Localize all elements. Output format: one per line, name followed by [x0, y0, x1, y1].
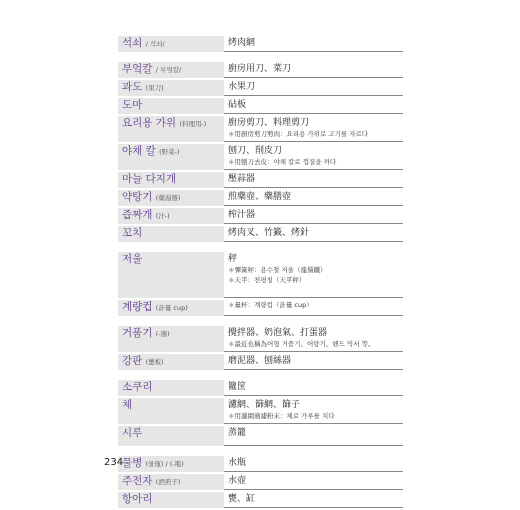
- entry-row: [118, 208, 403, 224]
- hanja-gloss: (酒煎子): [155, 478, 181, 486]
- entry-row: [118, 426, 403, 446]
- korean-term-cell: [118, 492, 224, 508]
- entry-row: [118, 354, 403, 370]
- chinese-definition-cell: [224, 456, 403, 472]
- chinese-definition-cell: [224, 300, 403, 316]
- hanja-gloss: (汁-): [155, 212, 170, 220]
- chinese-definition-cell: [224, 62, 403, 78]
- chinese-definition: 刨刀、削皮刀: [228, 146, 283, 156]
- korean-term: 과도: [122, 81, 143, 93]
- chinese-definition-cell: [224, 36, 403, 52]
- chinese-definition: 廚房剪刀、料理剪刀: [228, 118, 310, 128]
- korean-term-cell: [118, 190, 224, 206]
- chinese-definition-cell: [224, 116, 403, 142]
- korean-term: 항아리: [122, 493, 153, 505]
- usage-note: ＊天平：천평칭（天平秤）: [228, 276, 306, 284]
- korean-term: 즙짜개: [122, 209, 153, 221]
- chinese-definition: 秤: [228, 254, 238, 264]
- entry-row: [118, 492, 403, 508]
- korean-term-cell: [118, 144, 224, 170]
- entry-row: [118, 116, 403, 142]
- korean-term: 물병: [122, 457, 143, 469]
- entry-row: [118, 36, 403, 52]
- entry-row: [118, 456, 403, 472]
- korean-term: 거품기: [122, 327, 153, 339]
- korean-term: 요리용 가위: [122, 117, 177, 129]
- korean-term-cell: [118, 208, 224, 224]
- hanja-gloss: (計量 cup): [155, 304, 188, 312]
- entry-row: [118, 172, 403, 188]
- entry-row: [118, 300, 403, 316]
- korean-term-cell: [118, 456, 224, 472]
- chinese-definition-cell: [224, 144, 403, 170]
- entry-row: [118, 252, 403, 298]
- chinese-definition: 甕、缸: [228, 494, 256, 504]
- chinese-definition: 壓蒜器: [228, 174, 256, 184]
- korean-term: 꼬치: [122, 227, 143, 239]
- usage-note: ＊用濾網過濾粉末：체로 가루를 치다: [228, 412, 335, 420]
- korean-term-cell: [118, 226, 224, 242]
- korean-term: 부엌칼: [122, 63, 153, 75]
- korean-term: 주전자: [122, 475, 153, 487]
- chinese-definition: 煎藥壺、藥膳壺: [228, 192, 292, 202]
- chinese-definition: 水壺: [228, 476, 247, 486]
- entry-row: [118, 144, 403, 170]
- chinese-definition: 砧板: [228, 100, 247, 110]
- korean-term-cell: [118, 80, 224, 96]
- entry-row: [118, 326, 403, 352]
- hanja-gloss: (물甁) / (-瓶): [145, 460, 184, 468]
- chinese-definition-cell: [224, 354, 403, 370]
- chinese-definition: 水果刀: [228, 82, 256, 92]
- page-number: 234: [104, 457, 124, 468]
- korean-term-cell: [118, 116, 224, 142]
- korean-term-cell: [118, 426, 224, 446]
- chinese-definition: 廚房用刀、菜刀: [228, 64, 292, 74]
- korean-term-cell: [118, 326, 224, 352]
- usage-note: ＊彈簧秤：용수철 저울（龍鬚鐵）: [228, 266, 327, 274]
- entry-row: [118, 380, 403, 396]
- korean-term: 마늘 다지개: [122, 173, 177, 185]
- entry-row: [118, 190, 403, 206]
- korean-term-cell: [118, 474, 224, 490]
- korean-term-cell: [118, 300, 224, 316]
- korean-term: 계량컵: [122, 301, 153, 313]
- entry-row: [118, 62, 403, 78]
- korean-term: 저울: [122, 253, 143, 265]
- chinese-definition-cell: [224, 492, 403, 508]
- chinese-definition-cell: [224, 252, 403, 298]
- korean-term-cell: [118, 172, 224, 188]
- korean-term-cell: [118, 62, 224, 78]
- hanja-gloss: / 석쇠/: [145, 40, 165, 48]
- hanja-gloss: (料理用-): [179, 120, 207, 128]
- chinese-definition: 磨泥器、刨絲器: [228, 356, 292, 366]
- korean-term-cell: [118, 98, 224, 114]
- entry-row: [118, 226, 403, 242]
- korean-term-cell: [118, 398, 224, 424]
- hanja-gloss: (藥湯器): [155, 194, 181, 202]
- chinese-definition-cell: [224, 326, 403, 352]
- chinese-definition-cell: [224, 474, 403, 490]
- korean-term: 야채 칼: [122, 145, 156, 157]
- entry-row: [118, 474, 403, 490]
- usage-note: ＊量杯：계량컵（計量 cup）: [228, 301, 313, 309]
- entry-row: [118, 98, 403, 114]
- vocabulary-table: [118, 36, 403, 510]
- chinese-definition: 烤肉叉、竹籤、烤針: [228, 228, 310, 238]
- hanja-gloss: (-器): [155, 330, 170, 338]
- korean-term: 도마: [122, 99, 143, 111]
- entry-row: [118, 80, 403, 96]
- chinese-definition-cell: [224, 190, 403, 206]
- korean-term: 약탕기: [122, 191, 153, 203]
- chinese-definition-cell: [224, 80, 403, 96]
- korean-term: 강판: [122, 355, 143, 367]
- chinese-definition-cell: [224, 208, 403, 224]
- korean-term: 체: [122, 399, 133, 411]
- chinese-definition: 籮筐: [228, 382, 247, 392]
- chinese-definition-cell: [224, 398, 403, 424]
- chinese-definition: 蒸籠: [228, 428, 247, 438]
- usage-note: ＊用廚房剪刀剪肉：요리용 가위로 고기를 자르다: [228, 130, 369, 138]
- hanja-gloss: / 부엌칼/: [155, 66, 182, 74]
- korean-term: 석쇠: [122, 37, 143, 49]
- chinese-definition: 攪拌器、奶泡氣、打蛋器: [228, 328, 328, 338]
- hanja-gloss: (薑板): [145, 358, 164, 366]
- chinese-definition: 烤肉網: [228, 38, 256, 48]
- chinese-definition-cell: [224, 98, 403, 114]
- korean-term-cell: [118, 252, 224, 298]
- usage-note: ＊用刨刀去皮：야채 칼로 껍질을 까다: [228, 158, 337, 166]
- korean-term-cell: [118, 380, 224, 396]
- chinese-definition: 水瓶: [228, 458, 247, 468]
- chinese-definition-cell: [224, 172, 403, 188]
- korean-term-cell: [118, 36, 224, 52]
- korean-term: 소쿠리: [122, 381, 153, 393]
- chinese-definition: 榨汁器: [228, 210, 256, 220]
- korean-term-cell: [118, 354, 224, 370]
- chinese-definition-cell: [224, 226, 403, 242]
- hanja-gloss: (野菜-): [159, 148, 180, 156]
- korean-term: 시루: [122, 427, 143, 439]
- chinese-definition: 濾網、篩網、篩子: [228, 400, 301, 410]
- chinese-definition-cell: [224, 426, 403, 446]
- usage-note: ＊最近也稱為어형 거품기、어랑기、핸드 믹서 等。: [228, 340, 375, 348]
- entry-row: [118, 398, 403, 424]
- chinese-definition-cell: [224, 380, 403, 396]
- hanja-gloss: (果刀): [145, 84, 164, 92]
